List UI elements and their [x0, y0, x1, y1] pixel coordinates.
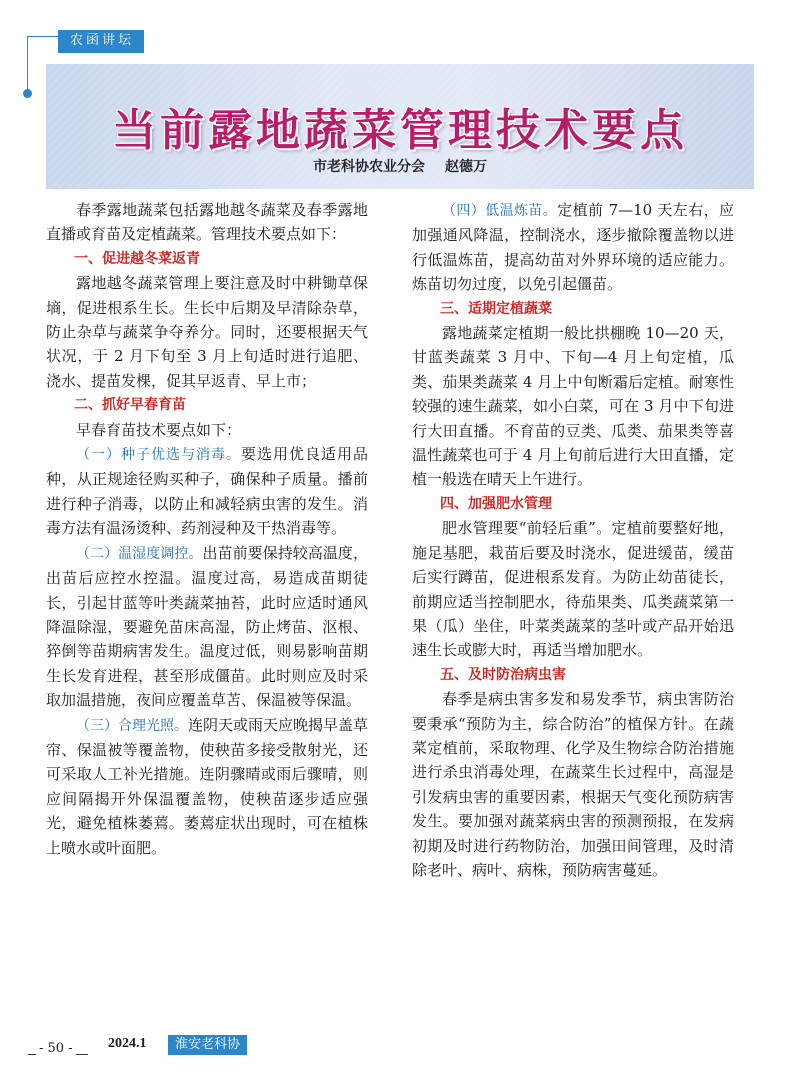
paragraph: 露地蔬菜定植期一般比拱棚晚 10—20 天，甘蓝类蔬菜 3 月中、下旬—4 月上旬定植，瓜类、茄果类蔬菜 4 月上中旬断霜后定植。耐寒性较强的速生蔬菜，如小白菜，可在 3 月中下旬进行大田直播。不育苗的豆类、瓜类、茄果类等喜温性蔬菜也可于 4 月上旬前后进行大田直播，定植一般选在晴天上午进行。	[412, 324, 734, 489]
paragraph: 露地越冬蔬菜管理上要注意及时中耕锄草保墒，促进根系生长。生长中后期及早清除杂草，防止杂草与蔬菜争夺养分。同时，还要根据天气状况，于 2 月下旬至 3 月上旬适时进行追肥、浇水、提苗发棵，促其早返青、早上市；	[46, 274, 368, 390]
section-heading: 四、加强肥水管理	[440, 495, 552, 512]
author-org: 市老科协农业分会	[313, 159, 425, 175]
journal-name: 淮安老科协	[168, 1035, 247, 1055]
decorative-line	[27, 36, 58, 37]
author-name: 赵德万	[445, 159, 487, 175]
paragraph	[46, 713, 368, 860]
paragraph: 春季是病虫害多发和易发季节，病虫害防治要秉承“预防为主，综合防治”的植保方针。在蔬菜定植前，采取物理、化学及生物综合防治措施进行杀虫消毒处理，在蔬菜生长过程中，高湿是引发病虫害的重要因素，根据天气变化预防病害发生。要加强对蔬菜病虫害的预测预报，在发病初期及时进行药物防治，加强田间管理，及时清除老叶、病叶、病株，预防病害蔓延。	[412, 690, 734, 879]
paragraph-text: 连阴天或雨天应晚揭早盖草帘、保温被等覆盖物，使秧苗多接受散射光，还可采取人工补光措施。连阴骤晴或雨后骤晴，则应间隔揭开外保温覆盖物，使秧苗逐步适应强光，避免植株萎蔫。萎蔫症状出现时，可在植株上喷水或叶面肥。	[46, 715, 369, 857]
issue-number: 2024.1	[108, 1036, 147, 1051]
column-tag: 农函讲坛	[58, 30, 144, 53]
left-column	[46, 198, 368, 860]
paragraph: 肥水管理要“前轻后重”。定植前要整好地，施足基肥，栽苗后要及时浇水，促进缓苗，缓苗后实行蹲苗，促进根系发育。为防止幼苗徒长，前期应适当控制肥水，待茄果类、瓜类蔬菜第一果（瓜）坐住，叶菜类蔬菜的茎叶或产品开始迅速生长或膨大时，再适当增加肥水。	[412, 519, 734, 660]
title-banner	[46, 64, 754, 189]
intro-paragraph: 春季露地蔬菜包括露地越冬蔬菜及春季露地直播或育苗及定植蔬菜。管理技术要点如下：	[46, 201, 368, 244]
decorative-dot	[23, 89, 32, 98]
section-heading: 二、抓好早春育苗	[74, 397, 186, 414]
paragraph-text: 要选用优良适用品种，从正规途径购买种子，确保种子质量。播前进行种子消毒，以防止和减轻病虫害的发生。消毒方法有温汤烫种、药剂浸种及干热消毒等。	[46, 445, 368, 538]
decorative-line	[27, 36, 28, 91]
subheading: （三）合理光照。	[76, 717, 188, 734]
subheading: （四）低温炼苗。	[442, 203, 558, 219]
subheading: （二）温湿度调控。	[76, 545, 203, 562]
section-heading: 五、及时防治病虫害	[440, 666, 566, 683]
article-title: 当前露地蔬菜管理技术要点	[112, 105, 688, 156]
paragraph	[412, 198, 734, 297]
paragraph: 早春育苗技术要点如下：	[76, 420, 242, 439]
paragraph-text: 定植前 7—10 天左右，应加强通风降温，控制浇水，逐步撤除覆盖物以进行低温炼苗，提高幼苗对外界环境的适应能力。炼苗切勿过度，以免引起僵苗。	[412, 201, 735, 294]
right-column	[412, 198, 734, 882]
subheading: （一）种子优选与消毒。	[76, 447, 241, 464]
byline	[46, 156, 754, 176]
page-number: - 50 -	[36, 1041, 76, 1056]
section-heading: 三、适期定植蔬菜	[440, 300, 552, 317]
paragraph	[46, 442, 368, 541]
paragraph-text: 出苗前要保持较高温度，出苗后应控水控温。温度过高，易造成苗期徒长，引起甘蓝等叶类蔬菜抽苔，此时应适时通风降温除湿，要避免苗床高湿，防止烤苗、沤根、猝倒等苗期病害发生。温度过低，则易影响苗期生长发育进程，甚至形成僵苗。此时则应及时采取加温措施，夜间应覆盖草苫、保温被等保温。	[46, 543, 368, 710]
paragraph	[46, 541, 368, 713]
section-heading: 一、促进越冬菜返青	[74, 250, 200, 267]
